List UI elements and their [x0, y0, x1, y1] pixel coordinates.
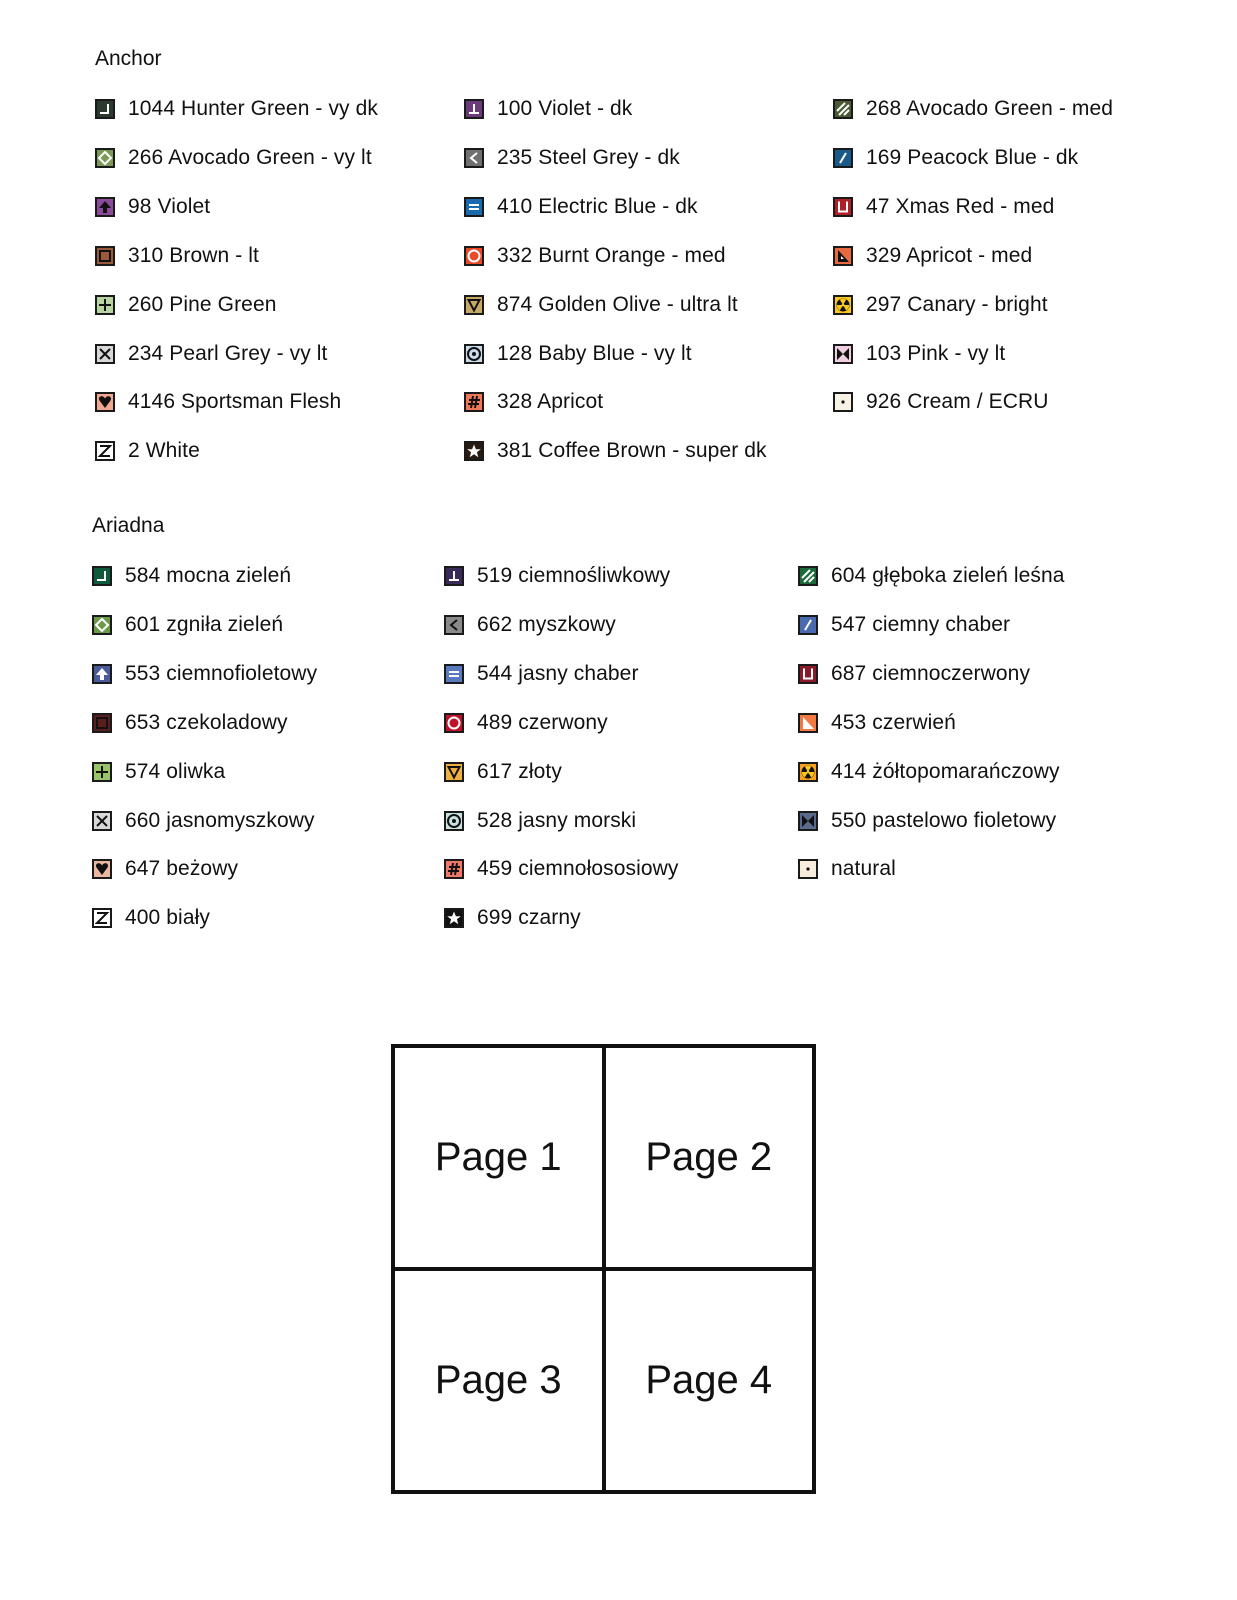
legend-item — [833, 388, 1049, 416]
legend-item — [798, 807, 1056, 835]
target-icon — [444, 811, 464, 831]
legend-item — [798, 709, 956, 737]
legend-item — [833, 144, 1078, 172]
legend-item — [464, 437, 767, 465]
legend-item — [444, 807, 636, 835]
legend-label: 874 Golden Olive - ultra lt — [497, 292, 738, 316]
legend-label: 547 ciemny chaber — [831, 612, 1011, 636]
plus-icon — [95, 295, 115, 315]
legend-label: natural — [831, 857, 896, 881]
legend-label: 653 czekoladowy — [125, 710, 288, 734]
legend-item — [833, 95, 1113, 123]
legend-label: 103 Pink - vy lt — [866, 341, 1006, 365]
legend-item — [92, 758, 225, 786]
u-icon — [833, 197, 853, 217]
page-cell — [604, 1048, 813, 1269]
star-icon — [444, 908, 464, 928]
legend-label: 519 ciemnośliwkowy — [477, 564, 671, 587]
legend-item — [95, 242, 259, 270]
page-label: Page 4 — [645, 1358, 773, 1402]
legend-item — [92, 660, 317, 688]
page-label: Page 2 — [645, 1135, 773, 1179]
legend-label: 2 White — [128, 439, 200, 463]
heart-icon — [95, 392, 115, 412]
legend-item — [833, 242, 1032, 270]
legend-label: 260 Pine Green — [128, 292, 277, 316]
page-layout-grid — [391, 1044, 816, 1494]
page-label: Page 3 — [434, 1358, 562, 1402]
legend-label: 169 Peacock Blue - dk — [866, 145, 1079, 169]
legend-item — [833, 340, 1005, 368]
x-icon — [92, 811, 112, 831]
hatch-icon — [798, 566, 818, 586]
legend-item — [464, 193, 698, 221]
z-icon — [95, 441, 115, 461]
t-icon — [444, 566, 464, 586]
legend-item — [464, 291, 738, 319]
corner-icon — [95, 99, 115, 119]
equals-icon — [444, 664, 464, 684]
legend-label: 660 jasnomyszkowy — [125, 808, 315, 832]
legend-item — [92, 904, 210, 932]
slash-icon — [833, 148, 853, 168]
legend-item — [444, 709, 608, 737]
circle-icon — [464, 246, 484, 266]
chevron-icon — [444, 615, 464, 635]
target-icon — [464, 344, 484, 364]
legend-label: 687 ciemnoczerwony — [831, 661, 1031, 685]
hash-icon — [464, 392, 484, 412]
legend-item — [444, 611, 616, 639]
legend-item — [92, 562, 291, 590]
plus-icon — [92, 762, 112, 782]
set-square-icon — [798, 713, 818, 733]
u-icon — [798, 664, 818, 684]
legend-label: 544 jasny chaber — [477, 661, 639, 685]
legend-label: 489 czerwony — [477, 710, 608, 734]
radiation-icon — [798, 762, 818, 782]
legend-label: 98 Violet — [128, 194, 211, 218]
legend-item — [92, 807, 315, 835]
legend-label: 617 złoty — [477, 759, 562, 783]
legend-label: 553 ciemnofioletowy — [125, 661, 318, 685]
legend-label: 550 pastelowo fioletowy — [831, 808, 1057, 832]
legend-label: 601 zgniła zieleń — [125, 612, 284, 636]
legend-item — [464, 242, 726, 270]
x-icon — [95, 344, 115, 364]
legend-label: 266 Avocado Green - vy lt — [128, 145, 372, 169]
legend-label: 235 Steel Grey - dk — [497, 145, 680, 169]
hatch-icon — [833, 99, 853, 119]
slash-icon — [798, 615, 818, 635]
bowtie-icon — [833, 344, 853, 364]
triangle-down-icon — [444, 762, 464, 782]
hash-icon — [444, 859, 464, 879]
circle-icon — [444, 713, 464, 733]
legend-label: 453 czerwień — [831, 710, 956, 734]
dot-icon — [833, 392, 853, 412]
legend-item — [833, 291, 1048, 319]
legend-label: 647 beżowy — [125, 857, 239, 881]
legend-item — [464, 144, 680, 172]
legend-item — [95, 193, 210, 221]
page-cell — [395, 1269, 604, 1490]
legend-label: 268 Avocado Green - med — [866, 97, 1114, 120]
legend-item — [444, 855, 679, 883]
legend-label: 528 jasny morski — [477, 808, 637, 832]
legend-item — [464, 95, 632, 123]
bowtie-icon — [798, 811, 818, 831]
legend-label: 410 Electric Blue - dk — [497, 194, 698, 218]
t-icon — [464, 99, 484, 119]
star-icon — [464, 441, 484, 461]
equals-icon — [464, 197, 484, 217]
legend-label: 234 Pearl Grey - vy lt — [128, 341, 328, 365]
legend-label: 100 Violet - dk — [497, 97, 633, 120]
legend-label: 414 żółtopomarańczowy — [831, 759, 1060, 783]
legend-item — [444, 660, 639, 688]
heart-icon — [92, 859, 112, 879]
legend-item — [92, 611, 283, 639]
legend-label: 400 biały — [125, 906, 210, 930]
legend-item — [95, 95, 378, 123]
legend-label: 310 Brown - lt — [128, 243, 259, 267]
legend-label: 381 Coffee Brown - super dk — [497, 439, 767, 463]
legend-label: 1044 Hunter Green - vy dk — [128, 97, 378, 120]
legend-item — [798, 855, 896, 883]
legend-item — [95, 388, 341, 416]
legend-label: 128 Baby Blue - vy lt — [497, 341, 692, 365]
legend-label: 574 oliwka — [125, 759, 226, 783]
legend-label: 662 myszkowy — [477, 612, 616, 636]
legend-item — [95, 291, 277, 319]
dot-icon — [798, 859, 818, 879]
legend-item — [444, 904, 581, 932]
page-cell — [604, 1269, 813, 1490]
legend-label: 297 Canary - bright — [866, 292, 1048, 316]
diamond-icon — [95, 148, 115, 168]
z-icon — [92, 908, 112, 928]
legend-item — [95, 144, 372, 172]
legend-label: 699 czarny — [477, 906, 581, 930]
legend-item — [464, 340, 692, 368]
legend-label: 328 Apricot — [497, 390, 604, 414]
corner-icon — [92, 566, 112, 586]
legend-item — [798, 611, 1010, 639]
legend-item — [464, 388, 603, 416]
legend-item — [92, 855, 238, 883]
arrow-up-icon — [95, 197, 115, 217]
page-cell — [395, 1048, 604, 1269]
set-square-icon — [833, 246, 853, 266]
legend-label: 47 Xmas Red - med — [866, 194, 1055, 218]
legend-item — [798, 562, 1065, 590]
legend-label: 926 Cream / ECRU — [866, 390, 1049, 414]
legend-item — [833, 193, 1054, 221]
legend-label: 4146 Sportsman Flesh — [128, 390, 342, 414]
section-title: Ariadna — [92, 514, 165, 537]
legend-item — [92, 709, 288, 737]
triangle-down-icon — [464, 295, 484, 315]
legend-item — [444, 562, 670, 590]
legend-item — [798, 758, 1060, 786]
legend-label: 459 ciemnołososiowy — [477, 857, 679, 881]
arrow-up-icon — [92, 664, 112, 684]
legend-item — [444, 758, 562, 786]
square-icon — [92, 713, 112, 733]
square-icon — [95, 246, 115, 266]
legend-label: 332 Burnt Orange - med — [497, 243, 726, 267]
legend-item — [95, 340, 327, 368]
legend-label: 604 głęboka zieleń leśna — [831, 564, 1065, 587]
legend-label: 329 Apricot - med — [866, 243, 1033, 267]
legend-item — [95, 437, 200, 465]
legend-label: 584 mocna zieleń — [125, 564, 292, 587]
page-label: Page 1 — [434, 1135, 562, 1179]
chevron-icon — [464, 148, 484, 168]
diamond-icon — [92, 615, 112, 635]
section-title: Anchor — [95, 47, 162, 70]
legend-item — [798, 660, 1030, 688]
radiation-icon — [833, 295, 853, 315]
